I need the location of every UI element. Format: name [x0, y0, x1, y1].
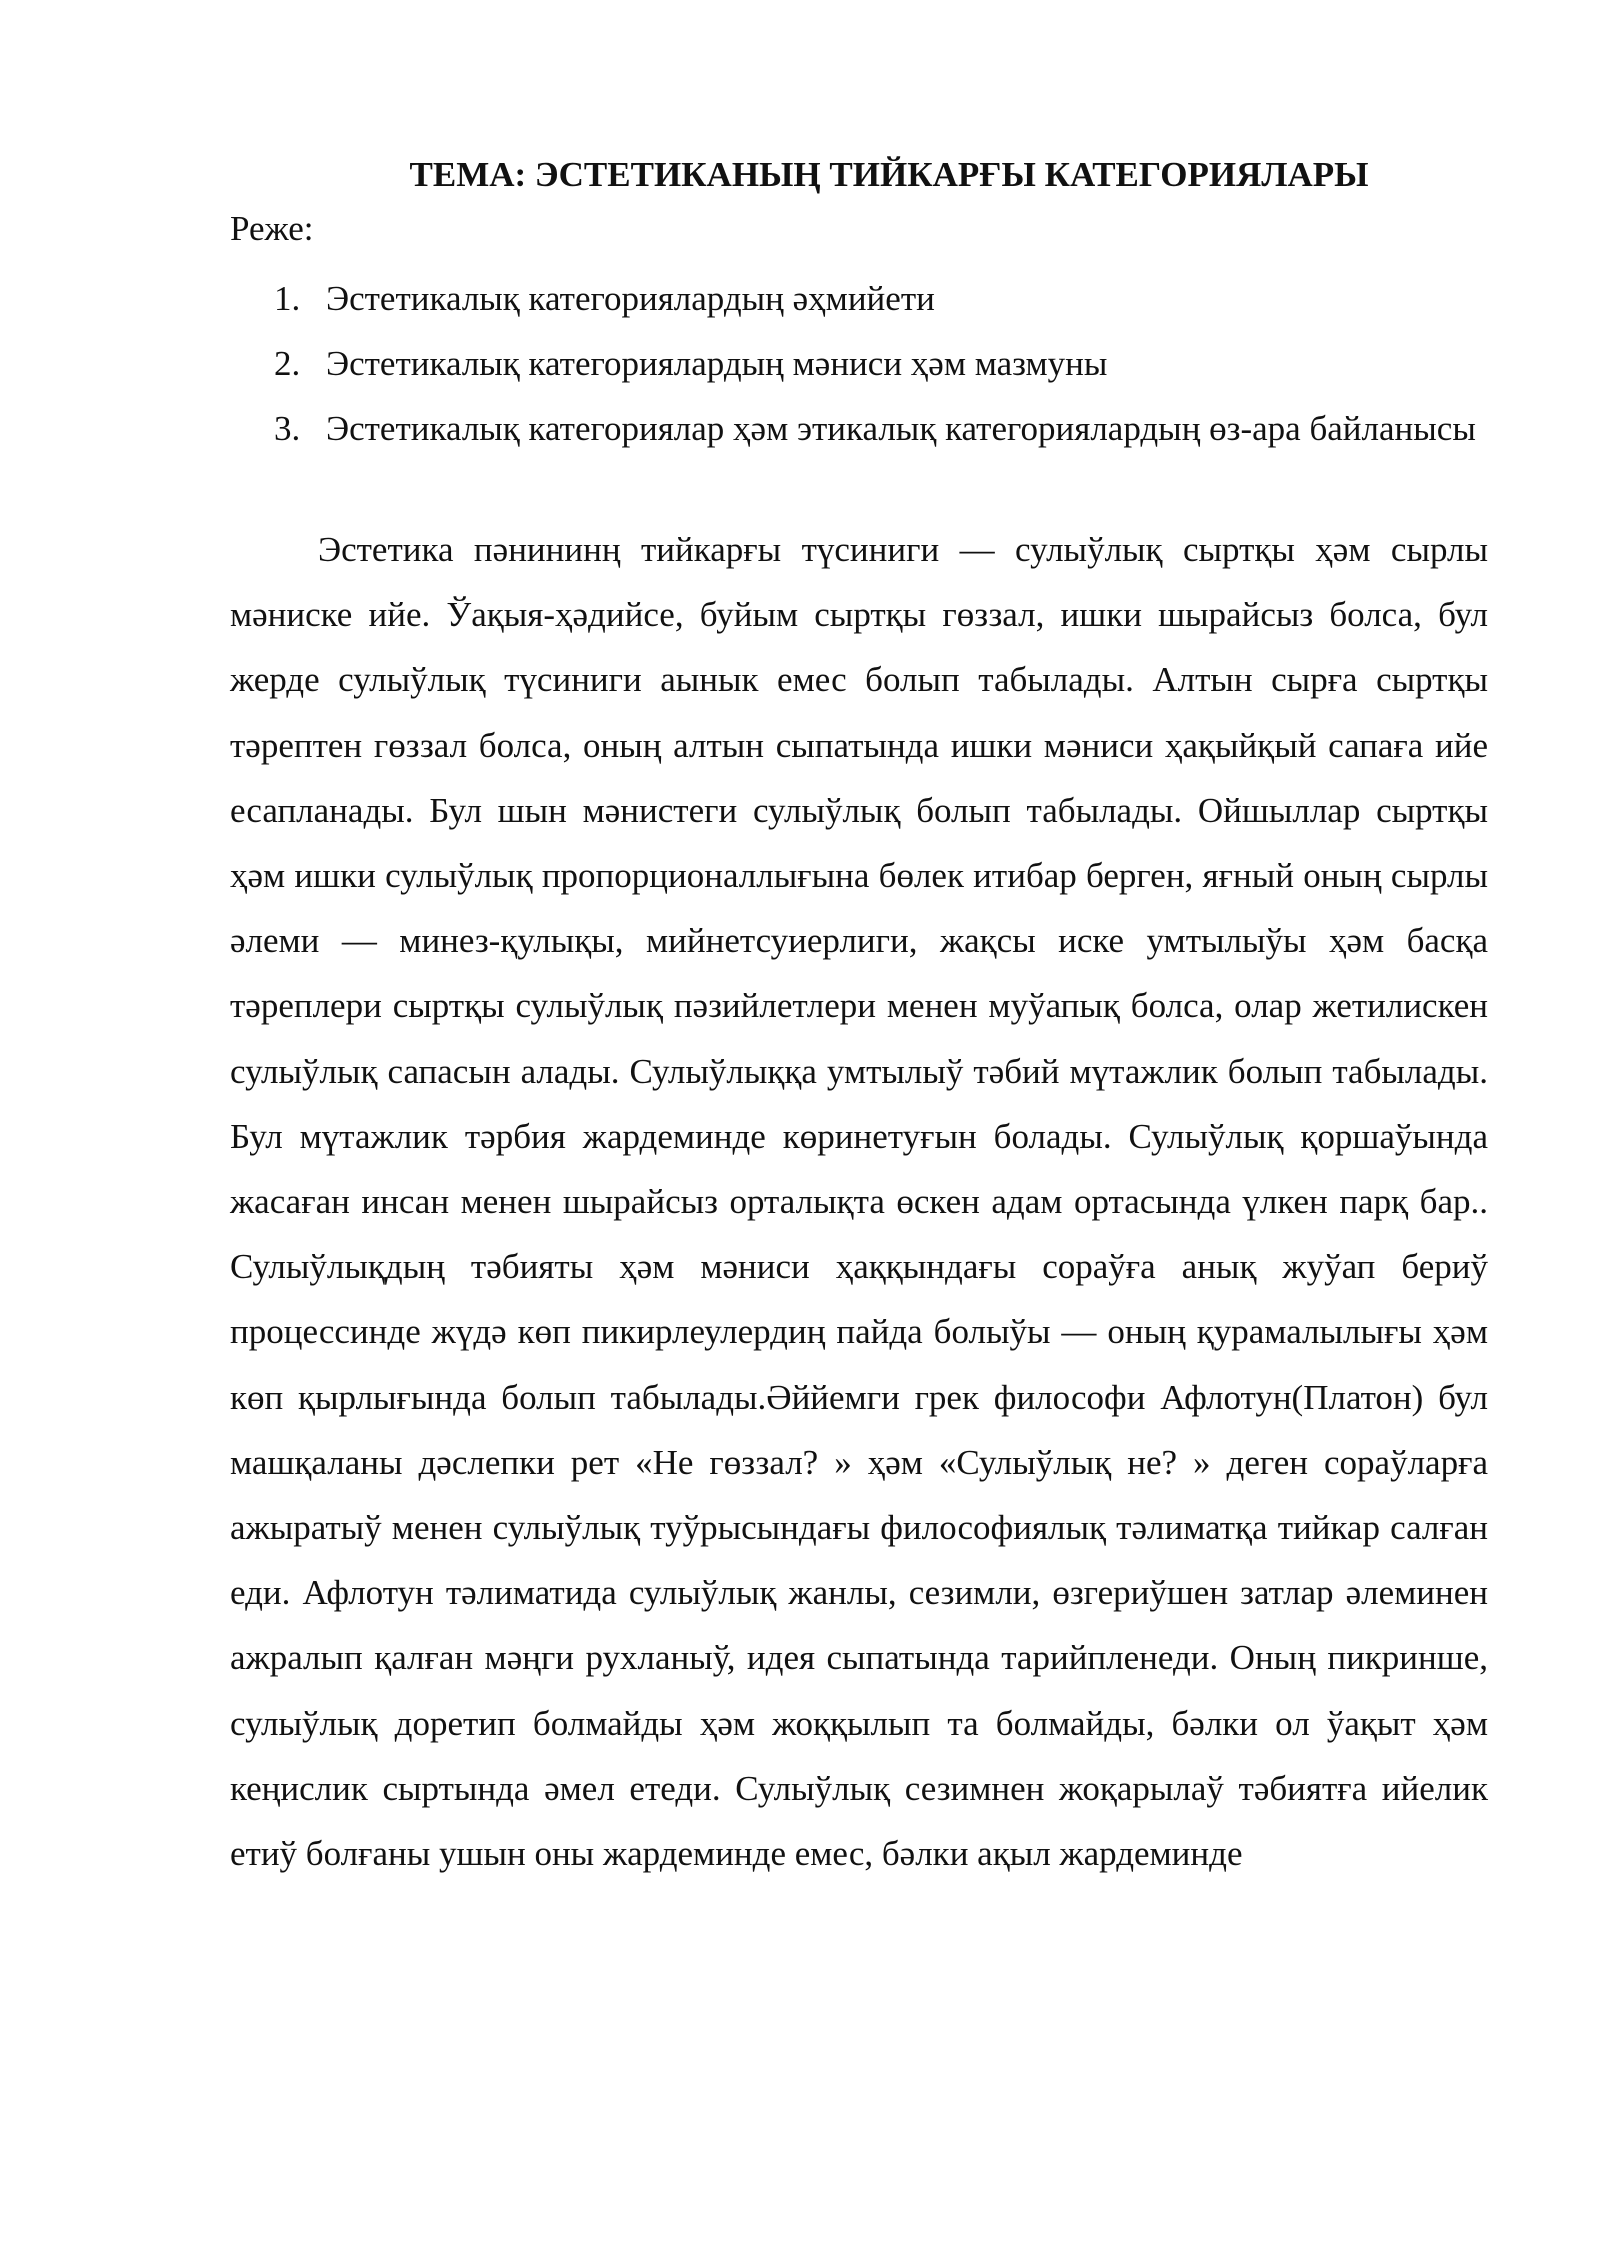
plan-item	[230, 266, 1488, 331]
plan-item-number: 1.	[274, 279, 301, 318]
plan-item-number: 3.	[274, 409, 301, 448]
plan-item	[230, 396, 1488, 461]
body-paragraph: Эстетика пәнининң тийкарғы түсиниги — сулыўлық сыртқы ҳәм сырлы мәниске ийе. Ўақыя-ҳәдийсе, буйым сыртқы гөззал, ишки шырайсыз болса, бул жерде сулыўлық түсиниги аынык емес болып табылады. Алтын сырға сыртқы тәрептен гөззал болса, оның алтын сыпатында ишки мәниси ҳақыйқый сапаға ийе есапланады. Бул шын мәнистеги сулыўлық болып табылады. Ойшыллар сыртқы ҳәм ишки сулыўлық пропорционаллығына бөлек итибар берген, яғный оның сырлы әлеми — минез-қулықы, мийнетсуиерлиги, жақсы иске умтылыўы ҳәм басқа тәреплери сыртқы сулыўлық пәзийлетлери менен муўапық болса, олар жетилискен сулыўлық сапасын алады. Сулыўлыққа умтылыў тәбий мүтажлик болып табылады. Бул мүтажлик тәрбия жардеминде көринетуғын болады. Сулыўлық қоршаўында жасаған инсан менен шырайсыз орталықта өскен адам ортасында үлкен парқ бар.. Сулыўлықдың тәбияты ҳәм мәниси ҳаққындағы сораўға анық жуўап бериў процессинде жүдә көп пикирлеулердиң пайда болыўы — оның қурамалылығы ҳәм көп қырлығында болып табылады.Әййемги грек философи Афлотун(Платон) бул машқаланы дәслепки рет «Не гөззал? » ҳәм «Сулыўлық не? » деген сораўларға ажыратыў менен сулыўлық туўрысындағы философиялық тәлиматқа тийкар салған еди. Афлотун тәлиматида сулыўлық жанлы, сезимли, өзгериўшен затлар әлеминен ажралып қалған мәңги рухланыў, идея сыпатында тарийпленеди. Оның пикринше, сулыўлық доретип болмайды ҳәм жоққылып та болмайды, бәлки ол ўақыт ҳәм кеңислик сыртында әмел етеди. Сулыўлық сезимнен жоқарылаў тәбиятға ийелик етиў болғаны ушын оны жардеминде емес, бәлки ақыл жардеминде	[230, 530, 1488, 1874]
plan-list	[230, 266, 1488, 461]
plan-item-text: Эстетикалық категориялар ҳәм этикалық категориялардың өз-ара байланысы	[326, 409, 1476, 448]
document-page	[230, 148, 1488, 1886]
plan-item	[230, 331, 1488, 396]
plan-item-text: Эстетикалық категориялардың мәниси ҳәм мазмуны	[326, 344, 1108, 383]
plan-item-number: 2.	[274, 344, 301, 383]
plan-label: Реже:	[230, 209, 314, 248]
document-title: ТЕМА: ЭСТЕТИКАНЫҢ ТИЙКАРҒЫ КАТЕГОРИЯЛАРЫ	[409, 155, 1369, 194]
plan-item-text: Эстетикалық категориялардың әҳмийети	[326, 279, 935, 318]
